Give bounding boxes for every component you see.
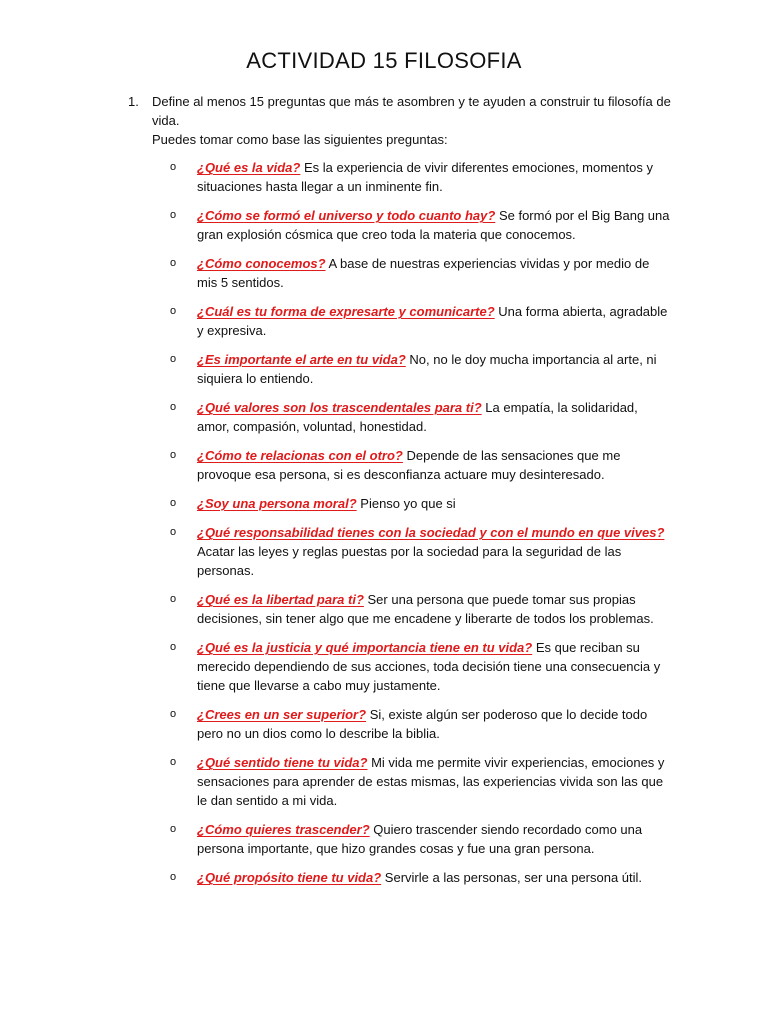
answer-text: Pienso yo que si [360,496,456,511]
bullet-icon: o [170,708,177,720]
bullet-icon: o [170,161,177,173]
list-item [170,254,670,292]
answer-text: Mi vida me permite vivir experiencias, emociones y sensaciones para aprender de estas mismas, las experiencias vivida son las que le dan sentido a mi vida. [197,755,665,808]
answer-text: Si, existe algún ser poderoso que lo decide todo pero no un dios como lo describe la biblia. [197,707,648,741]
question-text: ¿Cómo te relacionas con el otro? [197,448,403,463]
list-item [170,590,670,628]
instructions [152,92,672,149]
list-number: 1. [128,94,139,109]
list-item [170,523,670,580]
answer-text: Ser una persona que puede tomar sus propias decisiones, sin tener algo que me encadene y liberarte de todos los problemas. [197,592,654,626]
question-text: ¿Soy una persona moral? [197,496,357,511]
list-item [170,753,670,810]
bullet-icon: o [170,756,177,768]
question-list [170,158,670,897]
answer-text: Una forma abierta, agradable y expresiva. [197,304,668,338]
list-item [170,158,670,196]
answer-text: Es que reciban su merecido dependiendo de sus acciones, toda decisión tiene una consecuencia y tiene que llevarse a cabo muy justamente. [197,640,661,693]
list-item [170,446,670,484]
question-text: ¿Qué sentido tiene tu vida? [197,755,368,770]
bullet-icon: o [170,209,177,221]
answer-text: La empatía, la solidaridad, amor, compasión, voluntad, honestidad. [197,400,638,434]
bullet-icon: o [170,401,177,413]
bullet-icon: o [170,449,177,461]
question-text: ¿Cómo se formó el universo y todo cuanto hay? [197,208,496,223]
bullet-icon: o [170,257,177,269]
question-text: ¿Qué responsabilidad tienes con la sociedad y con el mundo en que vives? [197,525,665,540]
bullet-icon: o [170,823,177,835]
question-text: ¿Qué es la justicia y qué importancia tiene en tu vida? [197,640,533,655]
list-item [170,868,670,887]
question-text: ¿Qué es la vida? [197,160,301,175]
question-text: ¿Qué es la libertad para ti? [197,592,364,607]
question-text: ¿Cómo conocemos? [197,256,326,271]
answer-text: Es la experiencia de vivir diferentes emociones, momentos y situaciones hasta llegar a un inminente fin. [197,160,653,194]
bullet-icon: o [170,871,177,883]
question-text: ¿Crees en un ser superior? [197,707,367,722]
question-text: ¿Cuál es tu forma de expresarte y comunicarte? [197,304,495,319]
answer-text: Quiero trascender siendo recordado como una persona importante, que hizo grandes cosas y fue una gran persona. [197,822,643,856]
bullet-icon: o [170,497,177,509]
question-text: ¿Qué valores son los trascendentales para ti? [197,400,482,415]
question-text: ¿Cómo quieres trascender? [197,822,370,837]
question-text: ¿Qué propósito tiene tu vida? [197,870,382,885]
instruction-text: Define al menos 15 preguntas que más te asombren y te ayuden a construir tu filosofía de vida. [152,94,671,128]
answer-text: Depende de las sensaciones que me provoque esa persona, si es desconfianza actuare muy desinteresado. [197,448,621,482]
list-item [170,705,670,743]
instruction-subtext: Puedes tomar como base las siguientes preguntas: [152,132,448,147]
list-item [170,638,670,695]
answer-text: A base de nuestras experiencias vividas y por medio de mis 5 sentidos. [197,256,650,290]
list-item [170,350,670,388]
bullet-icon: o [170,641,177,653]
answer-text: No, no le doy mucha importancia al arte, ni siquiera lo entiendo. [197,352,657,386]
list-item [170,302,670,340]
document-title: ACTIVIDAD 15 FILOSOFIA [246,48,522,73]
answer-text: Acatar las leyes y reglas puestas por la sociedad para la seguridad de las personas. [197,544,622,578]
bullet-icon: o [170,305,177,317]
bullet-icon: o [170,526,177,538]
answer-text: Se formó por el Big Bang una gran explosión cósmica que creo toda la materia que conocemos. [197,208,670,242]
list-item [170,398,670,436]
list-item [170,820,670,858]
list-item [170,206,670,244]
answer-text: Servirle a las personas, ser una persona útil. [384,870,643,885]
bullet-icon: o [170,593,177,605]
question-text: ¿Es importante el arte en tu vida? [197,352,406,367]
bullet-icon: o [170,353,177,365]
list-item [170,494,670,513]
